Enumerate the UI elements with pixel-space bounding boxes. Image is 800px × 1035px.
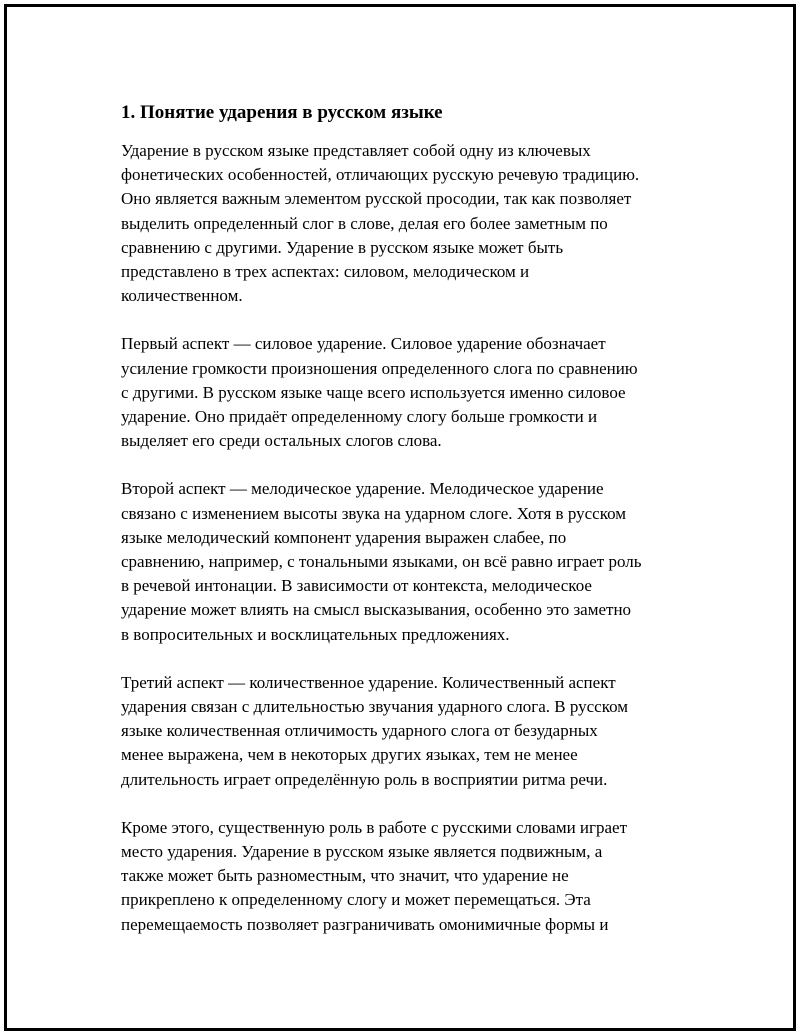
section-heading: 1. Понятие ударения в русском языке bbox=[121, 102, 443, 123]
paragraph-4: Третий аспект — количественное ударение. Количественный аспект ударения связан с длительностью звучания ударного слога. В русском языке количественная отличимость ударного слога от безударных менее выражена, чем в некоторых других языках, тем не менее длительность играет определённую роль в восприятии ритма речи. bbox=[121, 672, 629, 789]
paragraph-1: Ударение в русском языке представляет собой одну из ключевых фонетических особенностей, отличающих русскую речевую традицию. Оно является важным элементом русской просодии, так как позволяет выделить определенный слог в слове, делая его более заметным по сравнению с другими. Ударение в русском языке может быть представлено в трех аспектах: силовом, мелодическом и количественном. bbox=[121, 141, 640, 306]
paragraph-2: Первый аспект — силовое ударение. Силовое ударение обозначает усиление громкости произношения определенного слога по сравнению с другими. В русском языке чаще всего используется именно силовое ударение. Оно придаёт определенному слогу больше громкости и выделяет его среди остальных слогов слова. bbox=[121, 334, 638, 451]
paragraph-5: Кроме этого, существенную роль в работе с русскими словами играет место ударения. Ударение в русском языке является подвижным, а также может быть разноместным, что значит, что ударение не прикреплено к определенному слогу и может перемещаться. Эта перемещаемость позволяет разграничивать омонимичные формы и bbox=[121, 817, 628, 934]
document-body bbox=[121, 97, 701, 961]
page-frame bbox=[4, 4, 796, 1031]
paragraph-3: Второй аспект — мелодическое ударение. Мелодическое ударение связано с изменением высоты звука на ударном слоге. Хотя в русском языке мелодический компонент ударения выражен слабее, по сравнению, например, с тональными языками, он всё равно играет роль в речевой интонации. В зависимости от контекста, мелодическое ударение может влиять на смысл высказывания, особенно это заметно в вопросительных и восклицательных предложениях. bbox=[121, 479, 642, 644]
